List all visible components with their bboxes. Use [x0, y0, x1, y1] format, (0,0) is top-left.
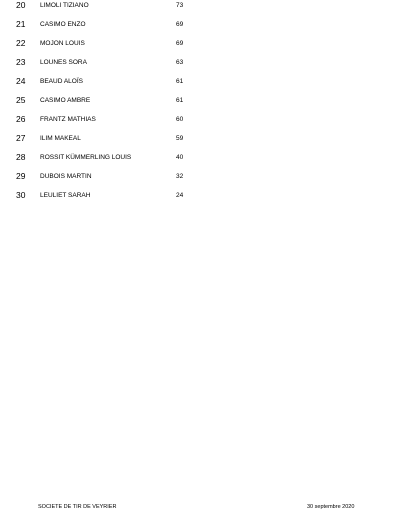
rank-number: 20	[16, 0, 26, 10]
shooter-name: ILIM MAKEAL	[40, 135, 81, 142]
rank-number: 26	[16, 114, 26, 124]
shooter-score: 24	[176, 192, 184, 199]
ranking-row	[0, 133, 400, 152]
shooter-score: 69	[176, 40, 184, 47]
ranking-row	[0, 0, 400, 19]
rank-number: 25	[16, 95, 26, 105]
rank-number: 21	[16, 19, 26, 29]
shooter-name: FRANTZ MATHIAS	[40, 116, 96, 123]
shooter-name: BEAUD ALOÏS	[40, 78, 83, 85]
shooter-score: 60	[176, 116, 184, 123]
shooter-name: CASIMO ENZO	[40, 21, 86, 28]
shooter-score: 69	[176, 21, 184, 28]
shooter-name: LIMOLI TIZIANO	[40, 2, 89, 9]
ranking-row	[0, 38, 400, 57]
rank-number: 22	[16, 38, 26, 48]
shooter-score: 32	[176, 173, 184, 180]
shooter-name: ROSSIT KÜMMERLING LOUIS	[40, 154, 132, 161]
shooter-score: 61	[176, 78, 184, 85]
ranking-row	[0, 152, 400, 171]
footer-organization: SOCIETE DE TIR DE VEYRIER	[38, 504, 117, 510]
rank-number: 24	[16, 76, 26, 86]
shooter-score: 61	[176, 97, 184, 104]
shooter-name: LEULIET SARAH	[40, 192, 91, 199]
ranking-row	[0, 19, 400, 38]
shooter-name: MOJON LOUIS	[40, 40, 85, 47]
shooter-score: 40	[176, 154, 184, 161]
ranking-row	[0, 57, 400, 76]
shooter-name: DUBOIS MARTIN	[40, 173, 92, 180]
footer-date: 30 septembre 2020	[307, 504, 355, 510]
rank-number: 30	[16, 190, 26, 200]
shooter-name: LOUNES SORA	[40, 59, 87, 66]
rank-number: 29	[16, 171, 26, 181]
ranking-row	[0, 76, 400, 95]
shooter-name: CASIMO AMBRE	[40, 97, 91, 104]
rank-number: 27	[16, 133, 26, 143]
shooter-score: 73	[176, 2, 184, 9]
shooter-score: 59	[176, 135, 184, 142]
ranking-row	[0, 171, 400, 190]
rank-number: 28	[16, 152, 26, 162]
ranking-row	[0, 95, 400, 114]
ranking-row	[0, 114, 400, 133]
rank-number: 23	[16, 57, 26, 67]
ranking-row	[0, 190, 400, 209]
shooter-score: 63	[176, 59, 184, 66]
